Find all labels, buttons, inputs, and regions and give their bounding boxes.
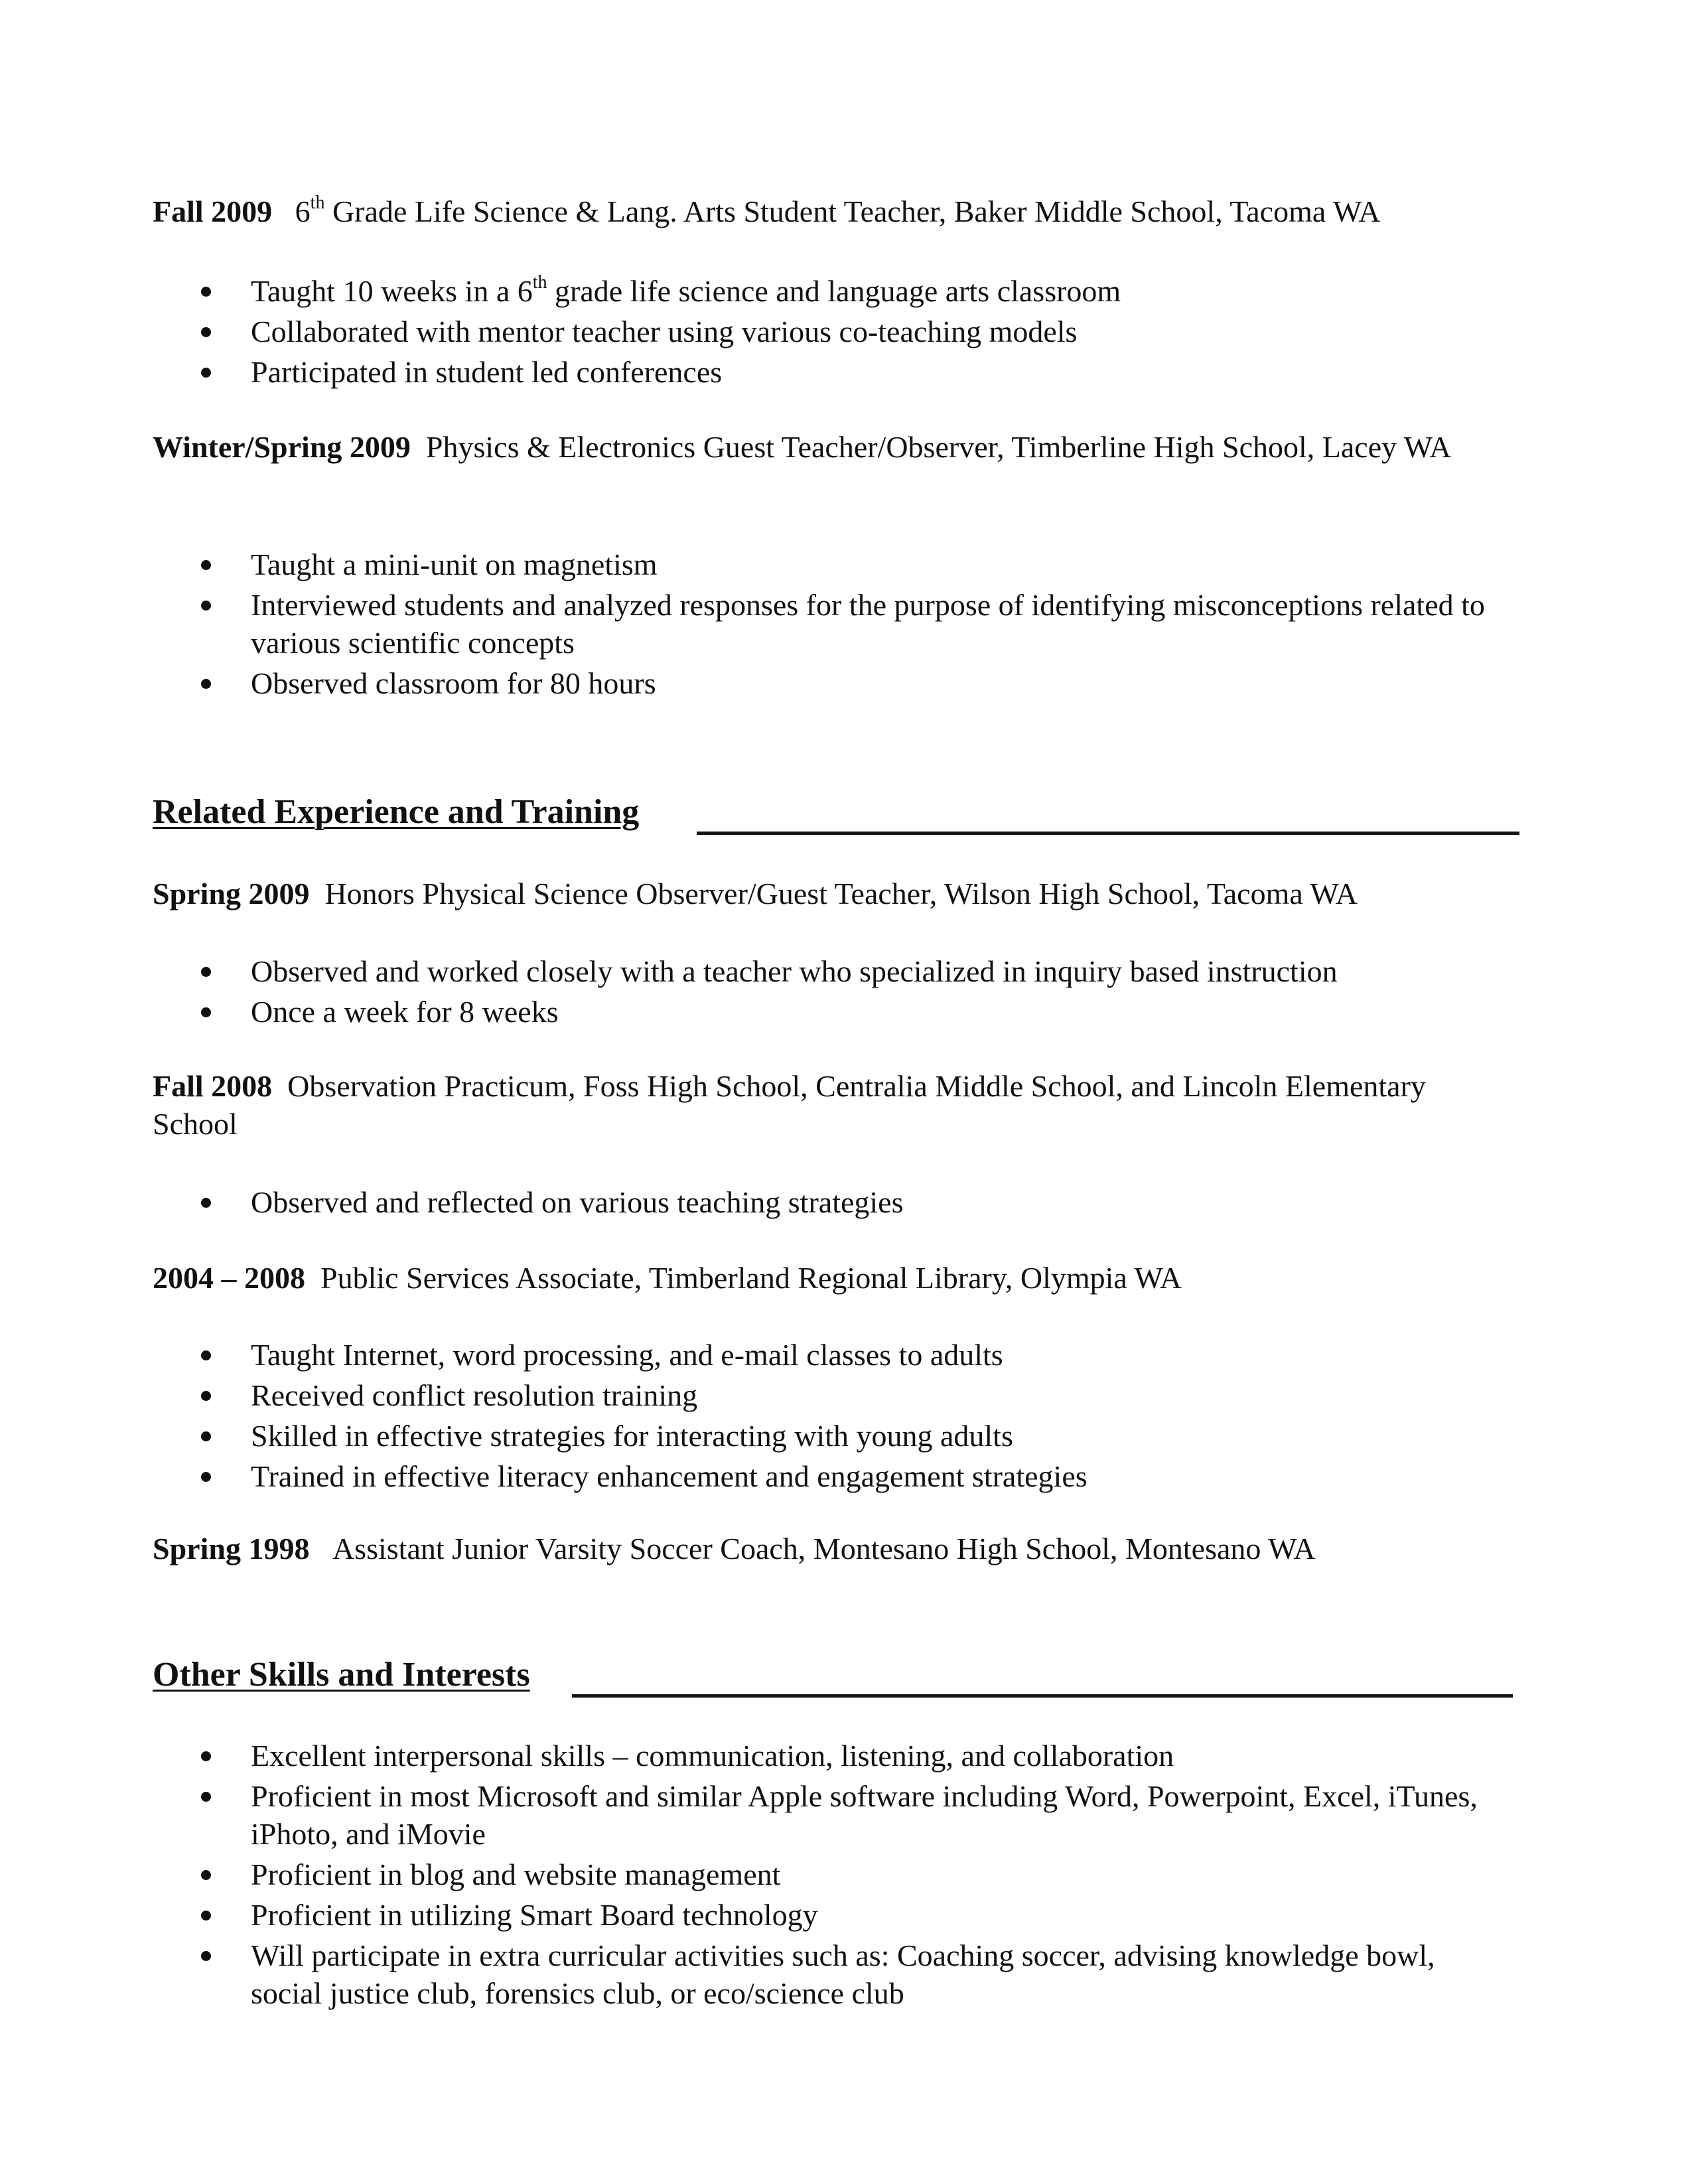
- bullet-text-sup: th: [532, 272, 547, 293]
- bullet-text: Participated in student led conferences: [251, 355, 723, 389]
- bullet-icon: [201, 1198, 211, 1208]
- entry-header-winter-spring-2009: [153, 428, 1519, 466]
- entry-text-sup: th: [310, 192, 325, 213]
- bullet-icon: [201, 1391, 211, 1401]
- bullet-text: Proficient in most Microsoft and similar Apple software including Word, Powerpoint, Excel, iTunes, iPhoto, and iMovie: [251, 1779, 1478, 1851]
- list-item: [153, 1457, 1513, 1495]
- list-item: [153, 952, 1513, 990]
- list-item: [153, 586, 1506, 662]
- bullet-list-skills: [153, 1737, 1500, 2015]
- bullet-text: Once a week for 8 weeks: [251, 995, 559, 1029]
- list-item: [153, 993, 1513, 1031]
- bullet-list-fall-2009: [153, 272, 1513, 394]
- list-item: [153, 546, 1506, 583]
- entry-text: Public Services Associate, Timberland Regional Library, Olympia WA: [320, 1261, 1182, 1295]
- entry-date: Spring 1998: [153, 1532, 310, 1565]
- list-item: [153, 272, 1513, 310]
- list-item: [153, 353, 1513, 391]
- bullet-text: Collaborated with mentor teacher using various co-teaching models: [251, 315, 1078, 348]
- bullet-icon: [201, 327, 211, 337]
- entry-header-2004-2008: [153, 1259, 1533, 1297]
- bullet-icon: [201, 560, 211, 570]
- bullet-text: Interviewed students and analyzed responses for the purpose of identifying misconceptions related to various scientific concepts: [251, 588, 1485, 660]
- bullet-icon: [201, 1751, 211, 1761]
- bullet-text: Trained in effective literacy enhancement and engagement strategies: [251, 1459, 1088, 1493]
- bullet-list-spring-2009: [153, 952, 1513, 1033]
- list-item: [153, 1336, 1513, 1374]
- entry-text: Observation Practicum, Foss High School, Centralia Middle School, and Lincoln Elementary School: [153, 1069, 1426, 1141]
- section-title-other-skills: Other Skills and Interests: [153, 1656, 530, 1694]
- bullet-icon: [201, 679, 211, 689]
- bullet-list-fall-2008: [153, 1183, 1513, 1224]
- bullet-text: Observed and reflected on various teaching strategies: [251, 1185, 904, 1219]
- list-item: [153, 1183, 1513, 1221]
- section-rule: [697, 832, 1519, 835]
- entry-text-number: 6: [295, 194, 311, 228]
- entry-date: Spring 2009: [153, 877, 310, 910]
- list-item: [153, 313, 1513, 350]
- bullet-icon: [201, 1911, 211, 1921]
- list-item: [153, 1777, 1500, 1853]
- bullet-icon: [201, 368, 211, 378]
- bullet-icon: [201, 1472, 211, 1482]
- bullet-text: Taught a mini-unit on magnetism: [251, 547, 658, 581]
- list-item: [153, 1417, 1513, 1455]
- bullet-text: Skilled in effective strategies for interacting with young adults: [251, 1419, 1013, 1453]
- bullet-text: Observed classroom for 80 hours: [251, 666, 656, 700]
- bullet-icon: [201, 601, 211, 611]
- section-title-related-experience: Related Experience and Training: [153, 793, 640, 831]
- entry-text: Grade Life Science & Lang. Arts Student Teacher, Baker Middle School, Tacoma WA: [324, 194, 1381, 228]
- bullet-icon: [201, 1951, 211, 1961]
- bullet-text: Excellent interpersonal skills – communication, listening, and collaboration: [251, 1739, 1174, 1773]
- bullet-text: Observed and worked closely with a teacher who specialized in inquiry based instruction: [251, 954, 1338, 988]
- bullet-icon: [201, 287, 211, 297]
- list-item: [153, 1737, 1500, 1775]
- bullet-icon: [201, 1792, 211, 1802]
- entry-text: Physics & Electronics Guest Teacher/Observer, Timberline High School, Lacey WA: [425, 430, 1452, 464]
- entry-text: Honors Physical Science Observer/Guest Teacher, Wilson High School, Tacoma WA: [324, 877, 1358, 910]
- entry-date: Fall 2008: [153, 1069, 273, 1103]
- list-item: [153, 1856, 1500, 1893]
- bullet-text: Taught 10 weeks in a 6: [251, 274, 533, 308]
- bullet-icon: [201, 967, 211, 977]
- bullet-icon: [201, 1870, 211, 1880]
- entry-header-spring-1998: [153, 1530, 1533, 1567]
- list-item: [153, 1376, 1513, 1414]
- list-item: [153, 664, 1506, 702]
- entry-date: 2004 – 2008: [153, 1261, 305, 1295]
- bullet-text: Proficient in utilizing Smart Board technology: [251, 1898, 818, 1932]
- bullet-icon: [201, 1007, 211, 1017]
- bullet-list-2004-2008: [153, 1336, 1513, 1498]
- bullet-text: Received conflict resolution training: [251, 1378, 698, 1412]
- bullet-text: Taught Internet, word processing, and e-mail classes to adults: [251, 1338, 1003, 1372]
- bullet-text: Proficient in blog and website management: [251, 1857, 781, 1891]
- bullet-icon: [201, 1431, 211, 1441]
- section-rule: [572, 1694, 1513, 1698]
- entry-text: Assistant Junior Varsity Soccer Coach, Montesano High School, Montesano WA: [332, 1532, 1316, 1565]
- bullet-list-winter-spring-2009: [153, 546, 1506, 705]
- bullet-icon: [201, 1350, 211, 1360]
- list-item: [153, 1936, 1500, 2012]
- bullet-text: Will participate in extra curricular activities such as: Coaching soccer, advising knowledge bowl, social justice club, forensics club, or eco/science club: [251, 1938, 1435, 2010]
- entry-header-fall-2008: [153, 1067, 1446, 1143]
- entry-header-spring-2009: [153, 875, 1533, 912]
- list-item: [153, 1896, 1500, 1934]
- entry-date: Winter/Spring 2009: [153, 430, 411, 464]
- entry-date: Fall 2009: [153, 194, 273, 228]
- bullet-text: grade life science and language arts classroom: [547, 274, 1121, 308]
- entry-header-fall-2009: [153, 192, 1533, 230]
